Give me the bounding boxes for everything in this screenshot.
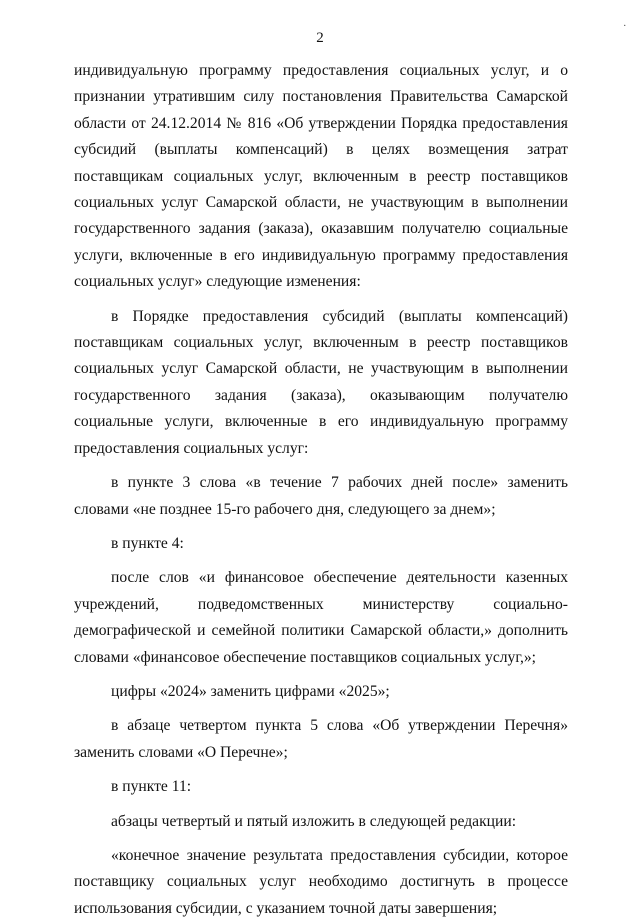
corner-mark: . <box>623 18 626 29</box>
paragraph-final-value: «конечное значение результата предоставления субсидии, которое поставщику социальных услуг необходимо достигнуть в процессе использования субсидии, с указанием точной даты завершения; <box>74 846 568 917</box>
paragraph-after-words: после слов «и финансовое обеспечение деятельности казенных учреждений, подведомственных министерству социально-демографической и семейной политики Самарской области,» дополнить словами «финансовое обеспечение поставщиков социальных услуг,»; <box>74 569 568 666</box>
paragraph-item-11: в пункте 11: <box>111 778 192 796</box>
document-body <box>74 58 568 922</box>
paragraph-digits: цифры «2024» заменить цифрами «2025»; <box>111 682 390 700</box>
paragraph-order: в Порядке предоставления субсидий (выплаты компенсаций) поставщикам социальных услуг, включенным в реестр поставщиков социальных услуг Самарской области, не участвующим в выполнении государственного задания (заказа), оказывающим получателю социальные услуги, включенные в его индивидуальную программу предоставления социальных услуг: <box>74 307 568 457</box>
paragraph-item-5: в абзаце четвертом пункта 5 слова «Об утверждении Перечня» заменить словами «О Перечне»; <box>74 717 568 761</box>
page-number: 2 <box>316 30 324 46</box>
paragraph-item-4: в пункте 4: <box>111 534 184 552</box>
paragraph-abzacy: абзацы четвертый и пятый изложить в следующей редакции: <box>111 812 517 830</box>
paragraph-item-3: в пункте 3 слова «в течение 7 рабочих дней после» заменить словами «не позднее 15-го рабочего дня, следующего за днем»; <box>74 474 568 518</box>
paragraph-intro: индивидуальную программу предоставления социальных услуг, и о признании утратившим силу постановления Правительства Самарской области от 24.12.2014 № 816 «Об утверждении Порядка предоставления субсидий (выплаты компенсаций) в целях возмещения затрат поставщикам социальных услуг, включенным в реестр поставщиков социальных услуг Самарской области, не участвующим в выполнении государственного задания (заказа), оказавшим получателю социальные услуги, включенные в его индивидуальную программу предоставления социальных услуг» следующие изменения: <box>74 62 568 291</box>
